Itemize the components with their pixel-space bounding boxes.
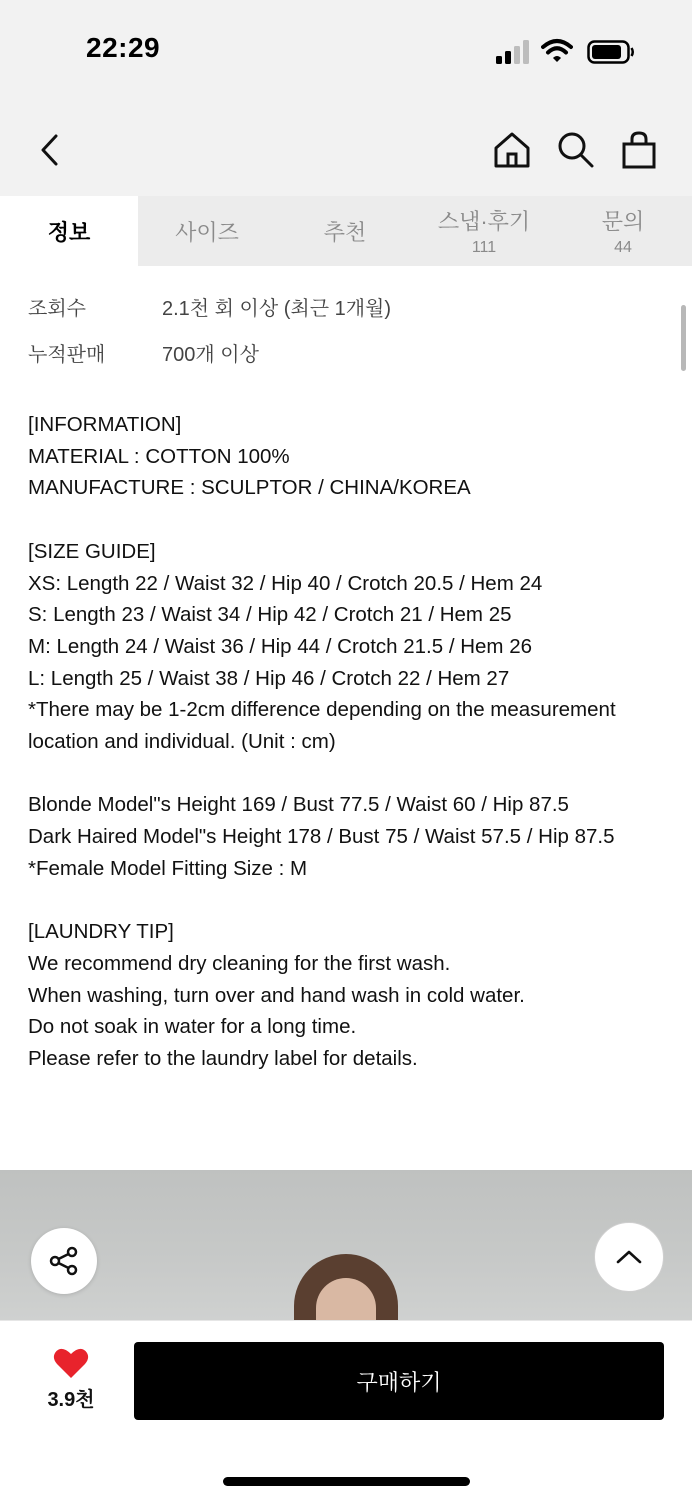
- cellular-signal-icon: [496, 40, 532, 64]
- home-indicator: [223, 1477, 470, 1486]
- buy-button[interactable]: [134, 1342, 664, 1420]
- size-l: L: Length 25 / Waist 38 / Hip 46 / Crotch 22 / Hem 27: [28, 666, 510, 690]
- home-button[interactable]: [490, 128, 534, 172]
- cart-button[interactable]: [617, 128, 661, 172]
- back-button[interactable]: [28, 128, 72, 172]
- back-icon: [38, 133, 62, 167]
- laundry-line: We recommend dry cleaning for the first wash.: [28, 951, 451, 975]
- meta-value: 700개 이상: [162, 344, 259, 366]
- laundry-heading: [LAUNDRY TIP]: [28, 920, 174, 944]
- size-xs: XS: Length 22 / Waist 32 / Hip 40 / Crotch 20.5 / Hem 24: [28, 571, 543, 595]
- product-info-content: [0, 266, 692, 1170]
- model-dark: Dark Haired Model"s Height 178 / Bust 75 / Waist 57.5 / Hip 87.5: [28, 825, 615, 849]
- tab-count: 111: [471, 239, 497, 256]
- meta-sales: [28, 338, 259, 367]
- tab-snap-review[interactable]: [414, 196, 554, 266]
- like-button[interactable]: [36, 1347, 106, 1417]
- tab-inquiry[interactable]: [554, 196, 692, 266]
- tab-label: 추천: [323, 219, 367, 245]
- tab-size[interactable]: [138, 196, 276, 266]
- model-fit: *Female Model Fitting Size : M: [28, 856, 308, 880]
- nav-bar: [0, 100, 692, 196]
- model-blonde: Blonde Model"s Height 169 / Bust 77.5 / Waist 60 / Hip 87.5: [28, 793, 569, 817]
- heart-icon: [53, 1347, 89, 1379]
- scrollbar[interactable]: [681, 305, 686, 371]
- meta-views: [28, 292, 392, 321]
- shopping-bag-icon: [619, 130, 659, 170]
- chevron-up-icon: [616, 1249, 642, 1265]
- product-image: [0, 1170, 692, 1320]
- search-icon: [555, 130, 595, 170]
- size-s: S: Length 23 / Waist 34 / Hip 42 / Crotch 21 / Hem 25: [28, 603, 512, 627]
- tab-label: 스냅·후기: [437, 209, 531, 234]
- share-icon: [48, 1245, 80, 1277]
- product-description: [28, 409, 648, 1075]
- tab-bar: [0, 196, 692, 266]
- material-line: MATERIAL : COTTON 100%: [28, 444, 290, 468]
- info-heading: [INFORMATION]: [28, 413, 182, 436]
- status-bar: [0, 0, 692, 100]
- size-m: M: Length 24 / Waist 36 / Hip 44 / Crotch 21.5 / Hem 26: [28, 634, 533, 658]
- laundry-line: Please refer to the laundry label for details.: [28, 1047, 418, 1071]
- tab-label: 정보: [47, 219, 91, 245]
- meta-value: 2.1천 회 이상 (최근 1개월): [162, 298, 392, 320]
- size-heading: [SIZE GUIDE]: [28, 539, 156, 563]
- clipped-row: [28, 266, 232, 275]
- meta-label: 누적판매: [28, 344, 106, 366]
- home-icon: [492, 130, 532, 170]
- wifi-icon: [541, 38, 573, 64]
- manufacture-line: MANUFACTURE : SCULPTOR / CHINA/KOREA: [28, 476, 471, 500]
- laundry-line: Do not soak in water for a long time.: [28, 1015, 357, 1039]
- buy-button-label: 구매하기: [356, 1369, 442, 1395]
- share-button[interactable]: [31, 1228, 97, 1294]
- search-button[interactable]: [553, 128, 597, 172]
- size-note: *There may be 1-2cm difference depending on the measurement location and individual. (Unit : cm): [28, 698, 622, 754]
- tab-info[interactable]: [0, 196, 138, 266]
- status-time: 22:29: [86, 32, 161, 63]
- tab-label: 문의: [601, 209, 645, 234]
- tab-label: 사이즈: [175, 219, 239, 245]
- like-count: 3.9천: [47, 1389, 95, 1411]
- bottom-bar: [0, 1320, 692, 1500]
- tab-count: 44: [614, 239, 632, 256]
- scroll-top-button[interactable]: [594, 1222, 664, 1292]
- tab-recommend[interactable]: [276, 196, 414, 266]
- meta-label: 조회수: [28, 298, 86, 320]
- battery-icon: [587, 40, 635, 64]
- laundry-line: When washing, turn over and hand wash in cold water.: [28, 983, 525, 1007]
